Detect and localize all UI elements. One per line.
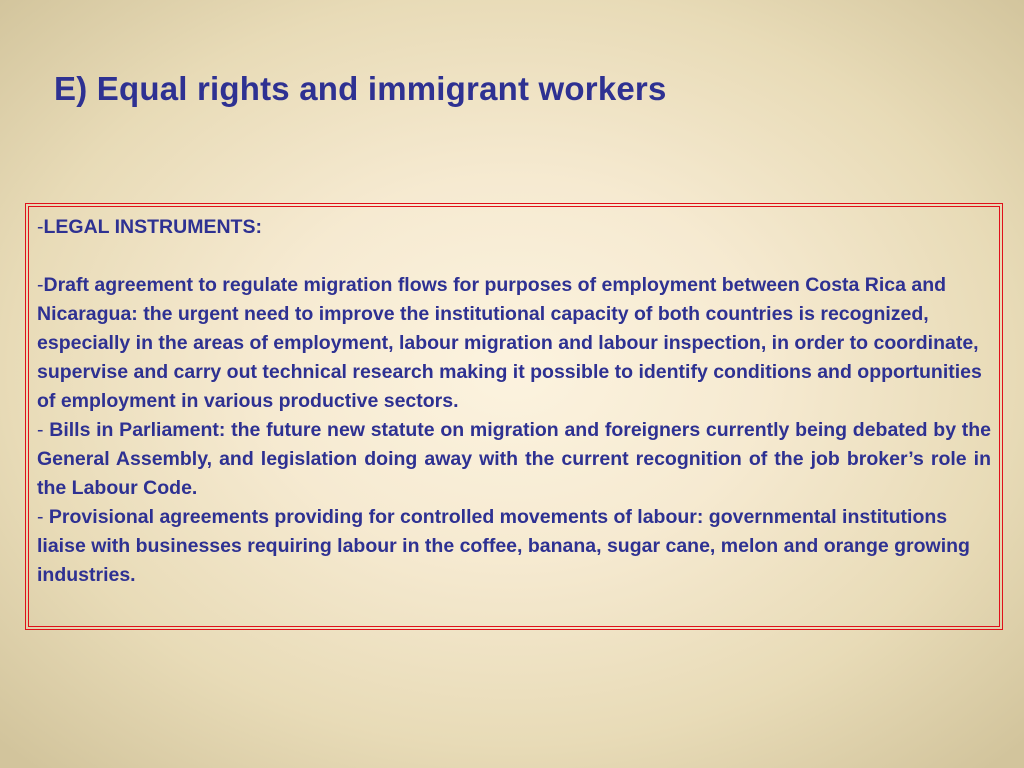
bullet-dash: - xyxy=(37,216,44,238)
legal-instruments-box xyxy=(25,203,1003,630)
bullet-item-text: Draft agreement to regulate migration flows for purposes of employment between Costa Rica and Nicaragua: the urgent need to improve the institutional capacity of both countries is recognized, especially in the areas of employment, labour migration and labour inspection, in order to coordinate, supervise and carry out technical research making it possible to identify conditions and opportunities of employment in various productive sectors. xyxy=(37,274,982,412)
bullet-item-bills-in-parliament xyxy=(37,416,991,503)
spacer xyxy=(37,242,991,271)
bullet-dash: - xyxy=(37,274,44,296)
bullet-dash: - xyxy=(37,419,44,441)
bullet-item-text: Bills in Parliament: the future new statute on migration and foreigners currently being debated by the General Assembly, and legislation doing away with the current recognition of the job broker’s role in the Labour Code. xyxy=(37,419,992,499)
slide-title: E) Equal rights and immigrant workers xyxy=(54,70,667,107)
section-heading-text: LEGAL INSTRUMENTS: xyxy=(43,216,262,238)
section-heading xyxy=(37,213,991,242)
bullet-item-draft-agreement xyxy=(37,271,991,416)
bullet-dash: - xyxy=(37,506,44,528)
bullet-item-provisional-agreements xyxy=(37,503,991,590)
bullet-item-text: Provisional agreements providing for controlled movements of labour: governmental institutions liaise with businesses requiring labour in the coffee, banana, sugar cane, melon and orange growing industries. xyxy=(37,506,970,586)
